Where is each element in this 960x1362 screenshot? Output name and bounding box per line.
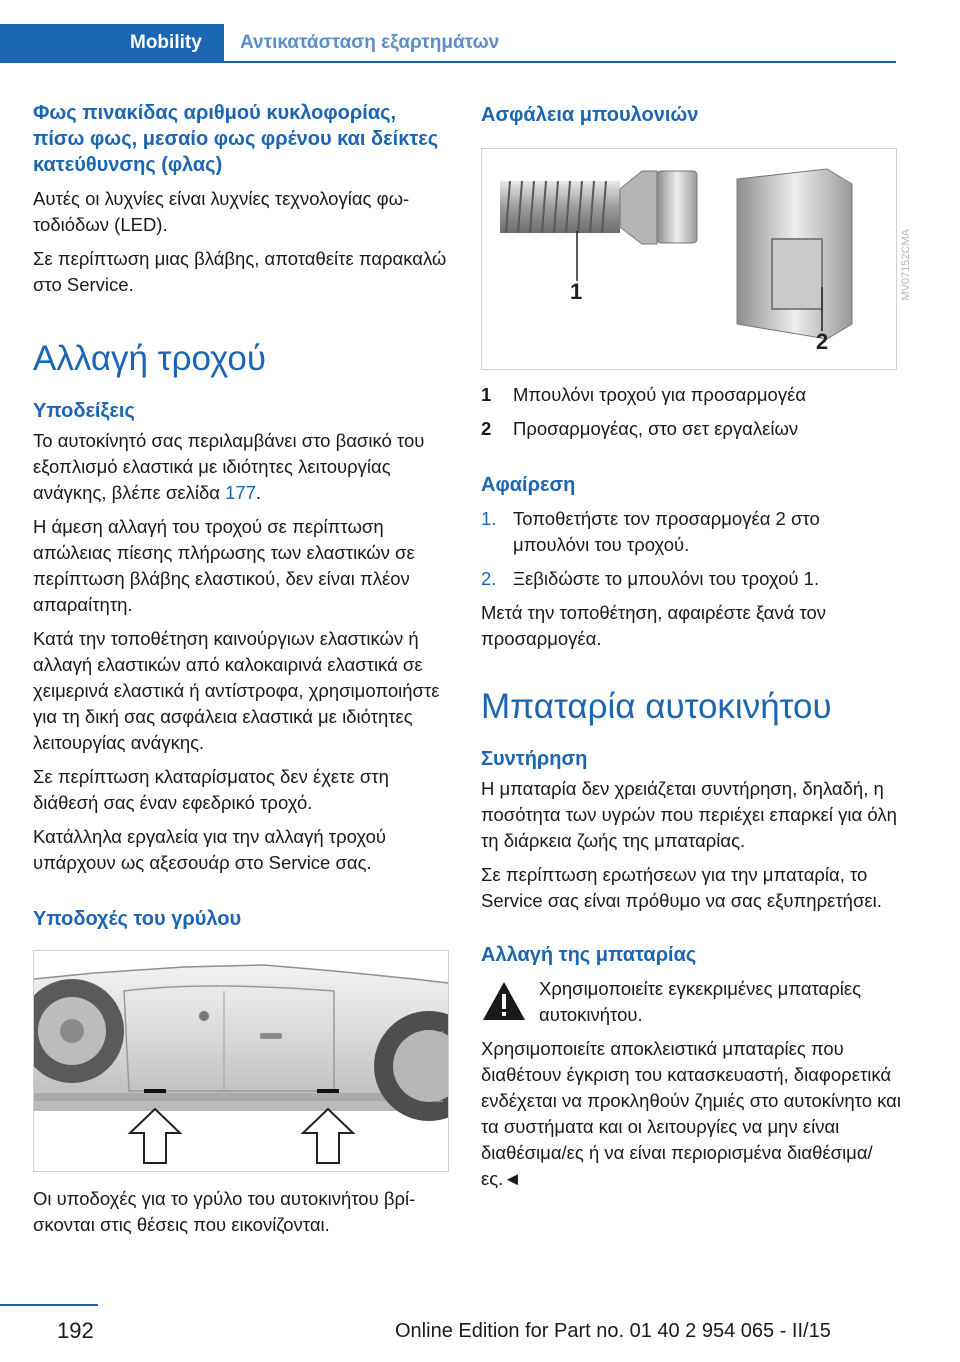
lock-title: Ασφάλεια μπουλονιών [481,104,699,126]
step-number: 1. [481,508,497,529]
hints-paragraph-5: Κατάλληλα εργαλεία για την αλλαγή τροχού υπάρχουν ως αξεσουάρ στο Service σας. [33,826,387,873]
removal-steps [481,506,901,592]
hints-paragraph-4: Σε περίπτωση κλαταρίσματος δεν έχετε στη διάθεσή σας έναν εφεδρικό τροχό. [33,766,389,813]
maintenance-paragraph-1: Η μπαταρία δεν χρειάζεται συντήρηση, δηλαδή, η ποσότητα των υγρών που περιέχει επαρκεί για όλη τη διάρκεια ζωής της μπαταρίας. [481,778,897,851]
right-column [481,100,912,1192]
lights-paragraph-1: Αυτές οι λυχνίες είναι λυχνίες τεχνολογίας φωτοδιόδων (LED). [33,188,410,235]
warning-block [481,976,901,1028]
legend-item [481,416,901,442]
lock-figure-code: MV07152CMA [900,229,912,301]
warning-text: Χρησιμοποιείτε εγκεκριμένες μπαταρίες αυτοκινήτου. [539,978,862,1025]
battery-heading: Μπαταρία αυτοκινήτου [481,687,832,726]
page-number-rule [0,1304,98,1306]
wheel-lock-figure [481,148,912,370]
header-rule [0,61,896,63]
step-number: 2. [481,568,497,589]
left-column [33,100,453,1238]
hints-paragraph-1-end: . [255,482,262,503]
legend-number: 2 [481,418,492,439]
legend-text: Μπουλόνι τροχού για προσαρμογέα [513,384,807,405]
jack-caption: Οι υποδοχές για το γρύλο του αυτοκινήτου βρίσκονται στις θέσεις που εικονίζονται. [33,1188,416,1235]
legend-item [481,382,901,408]
tab-mobility[interactable]: Mobility [0,24,224,61]
jack-points-figure [33,950,449,1172]
legend-text: Προσαρμογέας, στο σετ εργαλείων [513,418,799,439]
step-text: Τοποθετήστε τον προσαρμογέα 2 στο μπουλόνι του τροχού. [513,508,820,555]
battery-change-paragraph: Χρησιμοποιείτε αποκλειστικά μπαταρίες που διαθέτουν έγκριση του κατασκευαστή, διαφορετικά ενδέχεται να προκληθούν ζημιές στο αυτοκίνητο και τα συστήματα και οι λειτουργίες να μην είναι διαθέσιμα/ες ή να είναι περιορισμένα διαθέσιμα/ες.◄ [481,1038,901,1189]
jack-figure-code: MV05225CMA [434,1031,446,1103]
lock-legend [481,382,901,442]
removal-title: Αφαίρεση [481,474,576,496]
removal-paragraph: Μετά την τοποθέτηση, αφαιρέστε ξανά τον προσαρμογέα. [481,602,827,649]
step-item [481,566,901,592]
hints-paragraph-1 [33,428,453,506]
legend-number: 1 [481,384,492,405]
hints-title: Υποδείξεις [33,400,135,422]
battery-change-title: Αλλαγή της μπαταρίας [481,944,697,966]
step-item [481,506,901,558]
page-link[interactable]: 177 [225,482,256,503]
callout-2: 2 [816,329,829,354]
jack-title: Υποδοχές του γρύλου [33,908,242,930]
car-side-illustration [34,951,448,1171]
hints-paragraph-1-text: Το αυτοκίνητό σας περιλαμβάνει στο βασικό του εξοπλισμό ελαστικά με ιδιότητες λειτουργίας ανάγκης, βλέπε σελίδα [33,430,425,503]
page-header [0,24,960,62]
tab-section[interactable]: Αντικατάσταση εξαρτημάτων [240,32,500,53]
warning-icon [481,980,527,1022]
page-number: 192 [57,1318,94,1343]
hints-paragraph-3: Κατά την τοποθέτηση καινούργιων ελαστικών ή αλλαγή ελαστικών από καλοκαιρινά ελαστικά σε χειμερινά ελαστικά ή αντίστροφα, χρησιμοποιήστε για τη δική σας ασφάλεια ελαστικά με ιδιότητες λειτουργίας ανάγκης. [33,628,440,753]
hints-paragraph-2: Η άμεση αλλαγή του τροχού σε περίπτωση απώλειας πίεσης πλήρωσης των ελαστικών σε περίπτωση βλάβης ελαστικού, δεν είναι πλέον απαραίτητη. [33,516,415,615]
edition-footer: Online Edition for Part no. 01 40 2 954 065 - II/15 [395,1320,831,1342]
callout-1: 1 [570,279,583,304]
maintenance-paragraph-2: Σε περίπτωση ερωτήσεων για την μπαταρία, το Service σας είναι πρόθυμο να σας εξυπηρετήσει. [481,864,882,911]
lights-paragraph-2: Σε περίπτωση μιας βλάβης, αποταθείτε παρακαλώ στο Service. [33,248,447,295]
wheel-lock-illustration [482,149,896,369]
wheel-change-heading: Αλλαγή τροχού [33,339,267,378]
lights-title: Φως πινακίδας αριθμού κυκλοφορίας, πίσω φως, μεσαίο φως φρένου και δείκτες κατεύθυνσης (φλας) [33,102,439,176]
maintenance-title: Συντήρηση [481,748,588,770]
step-text: Ξεβιδώστε το μπουλόνι του τροχού 1. [513,568,820,589]
